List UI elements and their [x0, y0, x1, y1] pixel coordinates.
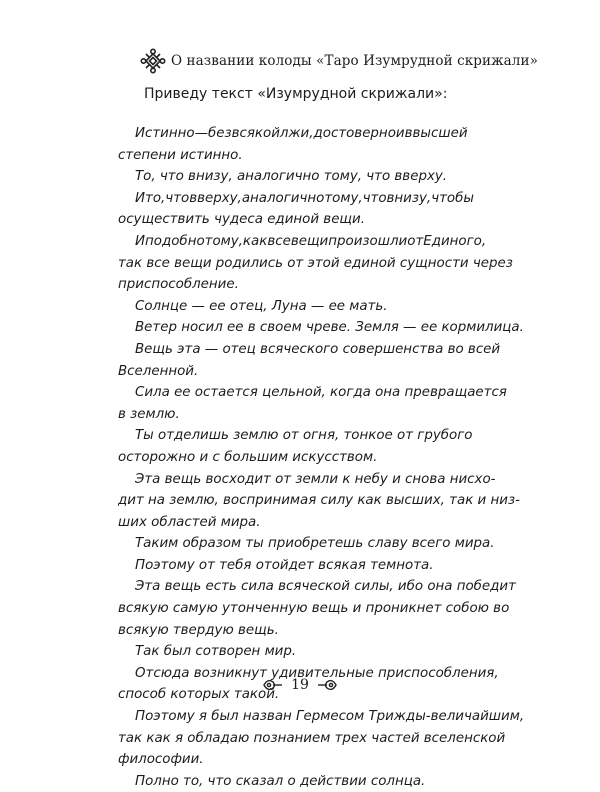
text-line: Поэтому от тебя отойдет всякая темнота.	[135, 557, 434, 573]
scroll-ornament-right-icon	[316, 677, 338, 693]
text-line: Поэтому я был назван Гермесом Трижды-величайшим,	[135, 709, 525, 725]
text-line: приспособление.	[118, 277, 239, 293]
text-line: Так был сотворен мир.	[135, 644, 297, 660]
text-line: То, что внизу, аналогично тому, что вверху.	[135, 169, 448, 185]
text-line: так как я обладаю познанием трех частей вселенской	[118, 730, 506, 746]
page-number: 19	[291, 677, 309, 693]
knot-ornament-icon	[140, 48, 166, 74]
text-line: осторожно и с большим искусством.	[118, 449, 378, 465]
text-line: Эта вещь восходит от земли к небу и снова нисхо-	[135, 471, 496, 487]
text-line: Эта вещь есть сила всяческой силы, ибо она победит	[135, 579, 516, 595]
text-line: способ которых такой.	[118, 687, 280, 703]
running-header	[140, 46, 538, 76]
text-line: Отсюда возникнут удивительные приспособления,	[135, 665, 499, 681]
text-line: Ты отделишь землю от огня, тонкое от грубого	[135, 428, 473, 444]
text-line: ших областей мира.	[118, 514, 261, 530]
text-line: философии.	[118, 752, 204, 768]
text-line: Вселенной.	[118, 363, 199, 379]
text-line: И то, что вверху, аналогично тому, что внизу, чтобы	[135, 190, 474, 206]
text-line: И подобно тому, как все вещи произошли от Единого,	[135, 233, 487, 249]
text-line: дит на землю, воспринимая силу как высших, так и низ-	[118, 493, 520, 509]
running-title: О названии колоды «Таро Изумрудной скрижали»	[171, 53, 538, 69]
text-line: Истинно — без всякой лжи, достоверно и в высшей	[135, 126, 468, 141]
text-line: Вещь эта — отец всяческого совершенства во всей	[135, 341, 501, 357]
text-line: Сила ее остается цельной, когда она превращается	[135, 385, 507, 401]
text-line: всякую самую утонченную вещь и проникнет собою во	[118, 601, 510, 617]
text-line: так все вещи родились от этой единой сущности через	[118, 255, 513, 271]
text-line: Ветер носил ее в своем чреве. Земля — ее кормилица.	[135, 320, 524, 336]
text-line: Полно то, что сказал о действии солнца.	[135, 773, 426, 789]
scroll-ornament-left-icon	[262, 677, 284, 693]
text-line: осуществить чудеса единой вещи.	[118, 212, 366, 228]
text-line: в землю.	[118, 406, 180, 422]
text-line: степени истинно.	[118, 147, 243, 163]
text-line: всякую твердую вещь.	[118, 622, 279, 638]
text-line: Солнце — ее отец, Луна — ее мать.	[135, 298, 388, 314]
intro-line: Приведу текст «Изумрудной скрижали»:	[144, 86, 448, 102]
text-line: Таким образом ты приобретешь славу всего мира.	[135, 536, 495, 552]
page-footer	[0, 677, 600, 693]
